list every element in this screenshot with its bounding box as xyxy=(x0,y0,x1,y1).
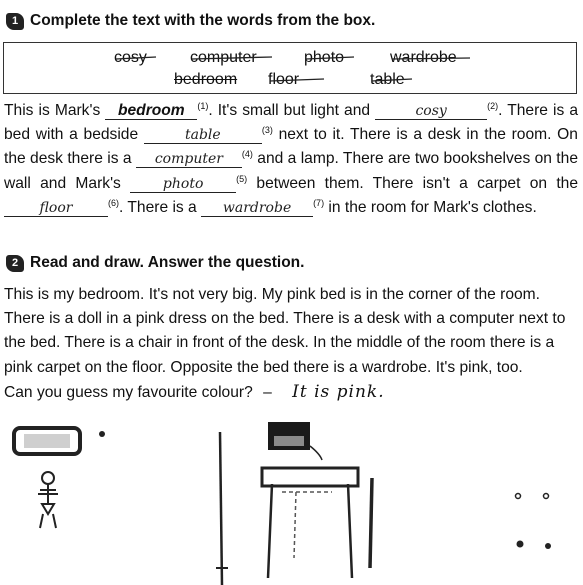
answer-2: cosy xyxy=(415,103,447,119)
wall-line xyxy=(220,432,222,585)
blank-number-6: (6) xyxy=(108,197,119,208)
blank-number-1: (1) xyxy=(197,100,209,111)
text-segment: and a lamp. There are two bookshelves on the wall and Mark's xyxy=(4,150,578,192)
box-word-computer: computer xyxy=(190,49,257,66)
text-segment: . It's small but light and xyxy=(208,102,371,119)
wardrobe-edge xyxy=(370,478,372,568)
text-segment: . There is a xyxy=(119,198,197,216)
doll-figure xyxy=(38,472,58,528)
answer-6: floor xyxy=(39,199,73,216)
bedroom-drawing xyxy=(0,418,583,585)
exercise-2-heading xyxy=(6,254,304,272)
blank-1 xyxy=(105,103,197,120)
blank-7 xyxy=(201,200,313,217)
blank-6 xyxy=(4,200,108,217)
exercise-1-text xyxy=(4,99,578,220)
answer-1: bedroom xyxy=(117,102,185,119)
text-segment: This is Mark's xyxy=(4,102,101,119)
exercise-number-badge: 2 xyxy=(6,255,24,272)
exercise-number-badge: 1 xyxy=(6,13,24,30)
answer-5: photo xyxy=(162,175,204,192)
story-text: This is my bedroom. It's not very big. My pink bed is in the corner of the room. There is a doll in a pink dress on the bed. There is a desk with a computer next to the bed. There is a chair in front of the desk. In the middle of the room there is a pink carpet on the floor. Opposite the bed there is a wardrobe. It's pink, too. xyxy=(4,286,566,376)
question-text: Can you guess my favourite colour? xyxy=(4,383,253,401)
exercise-1-title: Complete the text with the words from the box. xyxy=(30,12,376,29)
box-word-bedroom: bedroom xyxy=(174,71,238,88)
word-box xyxy=(3,42,577,94)
text-segment: . There is a bed with a bedside xyxy=(4,102,579,144)
text-segment: in the room for Mark's clothes. xyxy=(328,198,537,216)
text-segment: next to it. There is a desk in the room. On the desk there is a xyxy=(4,126,578,168)
blank-number-3: (3) xyxy=(261,125,273,136)
chair-shape xyxy=(262,468,358,486)
answer-3: table xyxy=(185,127,221,144)
box-word-photo: photo xyxy=(304,49,345,66)
handwritten-answer: It is pink. xyxy=(292,381,385,402)
box-word-wardrobe: wardrobe xyxy=(390,49,457,66)
blank-number-7: (7) xyxy=(313,197,325,208)
bed-fill xyxy=(24,434,70,448)
blank-5 xyxy=(130,176,236,193)
exercise-2-text: This is my bedroom. It's not very big. My pink bed is in the corner of the room. There is a doll in a pink dress on the bed. There is a desk with a computer next to the bed. There is a chair in front of the desk. In the middle of the room there is a pink carpet on the floor. Opposite the bed there is a wardrobe. It's pink, too. Can you guess my favourite colour? – It is pink. xyxy=(4,286,566,402)
answer-4: computer xyxy=(154,151,223,168)
blank-number-5: (5) xyxy=(236,173,248,184)
exercise-1-heading xyxy=(6,12,375,30)
answer-7: wardrobe xyxy=(222,199,292,216)
box-word-table: table xyxy=(370,71,405,88)
blank-2 xyxy=(375,103,487,120)
box-word-floor: floor xyxy=(268,71,300,88)
blank-3 xyxy=(144,127,262,144)
text-segment: between them. There isn't a carpet on the xyxy=(256,174,578,192)
blank-4 xyxy=(136,151,242,168)
blank-number-2: (2) xyxy=(487,100,499,111)
exercise-2-title: Read and draw. Answer the question. xyxy=(30,254,305,271)
blank-number-4: (4) xyxy=(241,149,253,160)
box-word-cosy: cosy xyxy=(114,49,147,66)
strike-marks xyxy=(4,43,578,95)
